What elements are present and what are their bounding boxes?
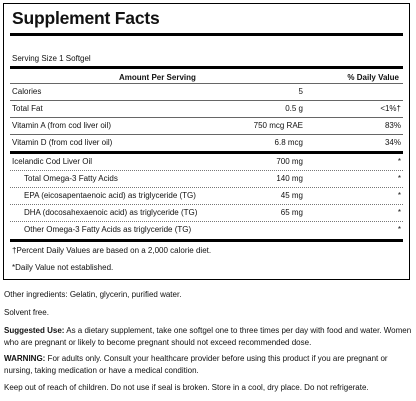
nutrient-dv: * xyxy=(397,225,401,234)
nutrient-name: Total Omega-3 Fatty Acids xyxy=(24,174,118,183)
nutrient-name: Other Omega-3 Fatty Acids as triglyceride (TG) xyxy=(24,225,192,234)
nutrient-amount: 0.5 g xyxy=(285,104,303,113)
daily-value-header: % Daily Value xyxy=(347,73,399,82)
warning-text: For adults only. Consult your healthcare provider before using this product if you are pregnant or nursing, taking medication or have a medical condition. xyxy=(4,354,388,375)
suggested-use xyxy=(4,325,412,348)
nutrient-dv: <1%† xyxy=(380,104,401,113)
nutrient-name: Vitamin A (from cod liver oil) xyxy=(12,121,111,130)
table-row xyxy=(10,205,403,222)
footnote-daily-value: †Percent Daily Values are based on a 2,000 calorie diet. xyxy=(12,246,212,255)
nutrient-dv: * xyxy=(397,157,401,166)
divider xyxy=(10,66,403,69)
nutrient-name: EPA (eicosapentaenoic acid) as triglyceride (TG) xyxy=(24,191,196,200)
nutrient-dv: * xyxy=(397,174,401,183)
nutrient-name: Total Fat xyxy=(12,104,43,113)
other-ingredients: Other ingredients: Gelatin, glycerin, purified water. xyxy=(4,290,182,299)
serving-size: Serving Size 1 Softgel xyxy=(12,54,91,63)
warning xyxy=(4,353,412,376)
nutrient-dv: * xyxy=(397,208,401,217)
table-row xyxy=(10,101,403,118)
nutrient-dv: 34% xyxy=(384,138,401,147)
table-row xyxy=(10,84,403,101)
table-row xyxy=(10,154,403,171)
nutrient-amount: 140 mg xyxy=(276,174,303,183)
table-row xyxy=(10,222,403,239)
panel-title: Supplement Facts xyxy=(12,8,160,28)
nutrient-amount: 45 mg xyxy=(280,191,303,200)
nutrient-amount: 6.8 mcg xyxy=(274,138,303,147)
nutrient-name: Vitamin D (from cod liver oil) xyxy=(12,138,113,147)
nutrient-dv: * xyxy=(397,191,401,200)
table-row xyxy=(10,188,403,205)
table-row xyxy=(10,135,403,152)
warning-label: WARNING: xyxy=(4,354,46,363)
suggested-use-label: Suggested Use: xyxy=(4,326,65,335)
nutrient-name: Icelandic Cod Liver Oil xyxy=(12,157,93,166)
solvent-free: Solvent free. xyxy=(4,308,49,317)
nutrient-dv: 83% xyxy=(384,121,401,130)
divider xyxy=(10,33,403,36)
nutrient-amount: 700 mg xyxy=(276,157,303,166)
amount-header: Amount Per Serving xyxy=(119,73,196,82)
nutrient-name: DHA (docosahexaenoic acid) as triglyceride (TG) xyxy=(24,208,198,217)
nutrient-amount: 5 xyxy=(298,87,303,96)
table-row xyxy=(10,171,403,188)
nutrient-name: Calories xyxy=(12,87,42,96)
nutrient-amount: 750 mcg RAE xyxy=(253,121,303,130)
supplement-facts-panel xyxy=(3,3,410,280)
nutrient-amount: 65 mg xyxy=(280,208,303,217)
footnote-not-established: *Daily Value not established. xyxy=(12,263,114,272)
divider xyxy=(10,239,403,242)
storage-instructions: Keep out of reach of children. Do not use if seal is broken. Store in a cool, dry place. Do not refrigerate. xyxy=(4,383,369,392)
suggested-use-text: As a dietary supplement, take one softgel one to three times per day with food and water. Women who are pregnant or likely to become pregnant should not exceed recommended dose. xyxy=(4,326,412,347)
table-row xyxy=(10,118,403,135)
